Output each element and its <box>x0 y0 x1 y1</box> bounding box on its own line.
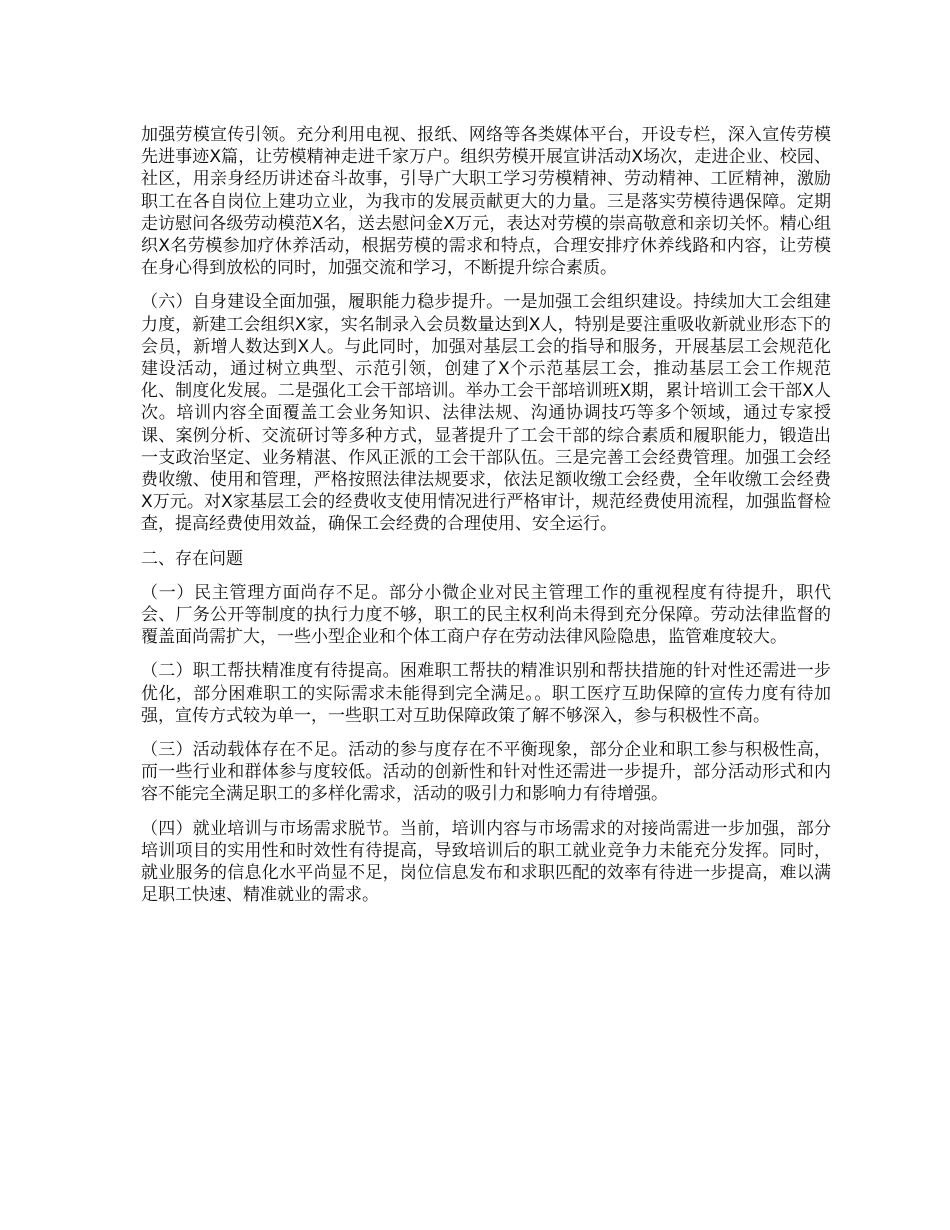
issue-worker-assistance: （二）职工帮扶精准度有待提高。困难职工帮扶的精准识别和帮扶措施的针对性还需进一步优化，部分困难职工的实际需求未能得到完全满足。。职工医疗互助保障的宣传力度有待加强，宣传方式较为单一，一些职工对互助保障政策了解不够深入，参与积极性不高。 <box>141 661 831 726</box>
document-page <box>141 124 831 919</box>
paragraph-model-worker-publicity: 加强劳模宣传引领。充分利用电视、报纸、网络等各类媒体平台，开设专栏，深入宣传劳模先进事迹X篇，让劳模精神走进千家万户。组织劳模开展宣讲活动X场次，走进企业、校园、社区，用亲身经历讲述奋斗故事，引导广大职工学习劳模精神、劳动精神、工匠精神，激励职工在各自岗位上建功立业，为我市的发展贡献更大的力量。三是落实劳模待遇保障。定期走访慰问各级劳动模范X名，送去慰问金X万元，表达对劳模的崇高敬意和亲切关怀。精心组织X名劳模参加疗休养活动，根据劳模的需求和特点，合理安排疗休养线路和内容，让劳模在身心得到放松的同时，加强交流和学习，不断提升综合素质。 <box>141 125 831 279</box>
issue-democratic-management: （一）民主管理方面尚存不足。部分小微企业对民主管理工作的重视程度有待提升，职代会、厂务公开等制度的执行力度不够，职工的民主权利尚未得到充分保障。劳动法律监督的覆盖面尚需扩大，一些小型企业和个体工商户存在劳动法律风险隐患，监管难度较大。 <box>141 582 831 648</box>
section-heading-existing-problems: 二、存在问题 <box>141 548 243 569</box>
issue-activity-carriers: （三）活动载体存在不足。活动的参与度存在不平衡现象，部分企业和职工参与积极性高，而一些行业和群体参与度较低。活动的创新性和针对性还需进一步提升，部分活动形式和内容不能完全满足职工的多样化需求，活动的吸引力和影响力有待增强。 <box>141 740 831 805</box>
paragraph-self-construction: （六）自身建设全面加强，履职能力稳步提升。一是加强工会组织建设。持续加大工会组建力度，新建工会组织X家，实名制录入会员数量达到X人，特别是要注重吸收新就业形态下的会员，新增人数达到X人。与此同时，加强对基层工会的指导和服务，开展基层工会规范化建设活动，通过树立典型、示范引领，创建了X个示范基层工会，推动基层工会工作规范化、制度化发展。二是强化工会干部培训。举办工会干部培训班X期，累计培训工会干部X人次。培训内容全面覆盖工会业务知识、法律法规、沟通协调技巧等多个领域，通过专家授课、案例分析、交流研讨等多种方式，显著提升了工会干部的综合素质和履职能力，锻造出一支政治坚定、业务精湛、作风正派的工会干部队伍。三是完善工会经费管理。加强工会经费收缴、使用和管理，严格按照法律法规要求，依法足额收缴工会经费，全年收缴工会经费X万元。对X家基层工会的经费收支使用情况进行严格审计，规范经费使用流程，加强监督检查，提高经费使用效益，确保工会经费的合理使用、安全运行。 <box>141 292 831 535</box>
issue-employment-training: （四）就业培训与市场需求脱节。当前，培训内容与市场需求的对接尚需进一步加强，部分培训项目的实用性和时效性有待提高，导致培训后的职工就业竞争力未能充分发挥。同时，就业服务的信息化水平尚显不足，岗位信息发布和求职匹配的效率有待进一步提高，难以满足职工快速、精准就业的需求。 <box>141 818 831 906</box>
